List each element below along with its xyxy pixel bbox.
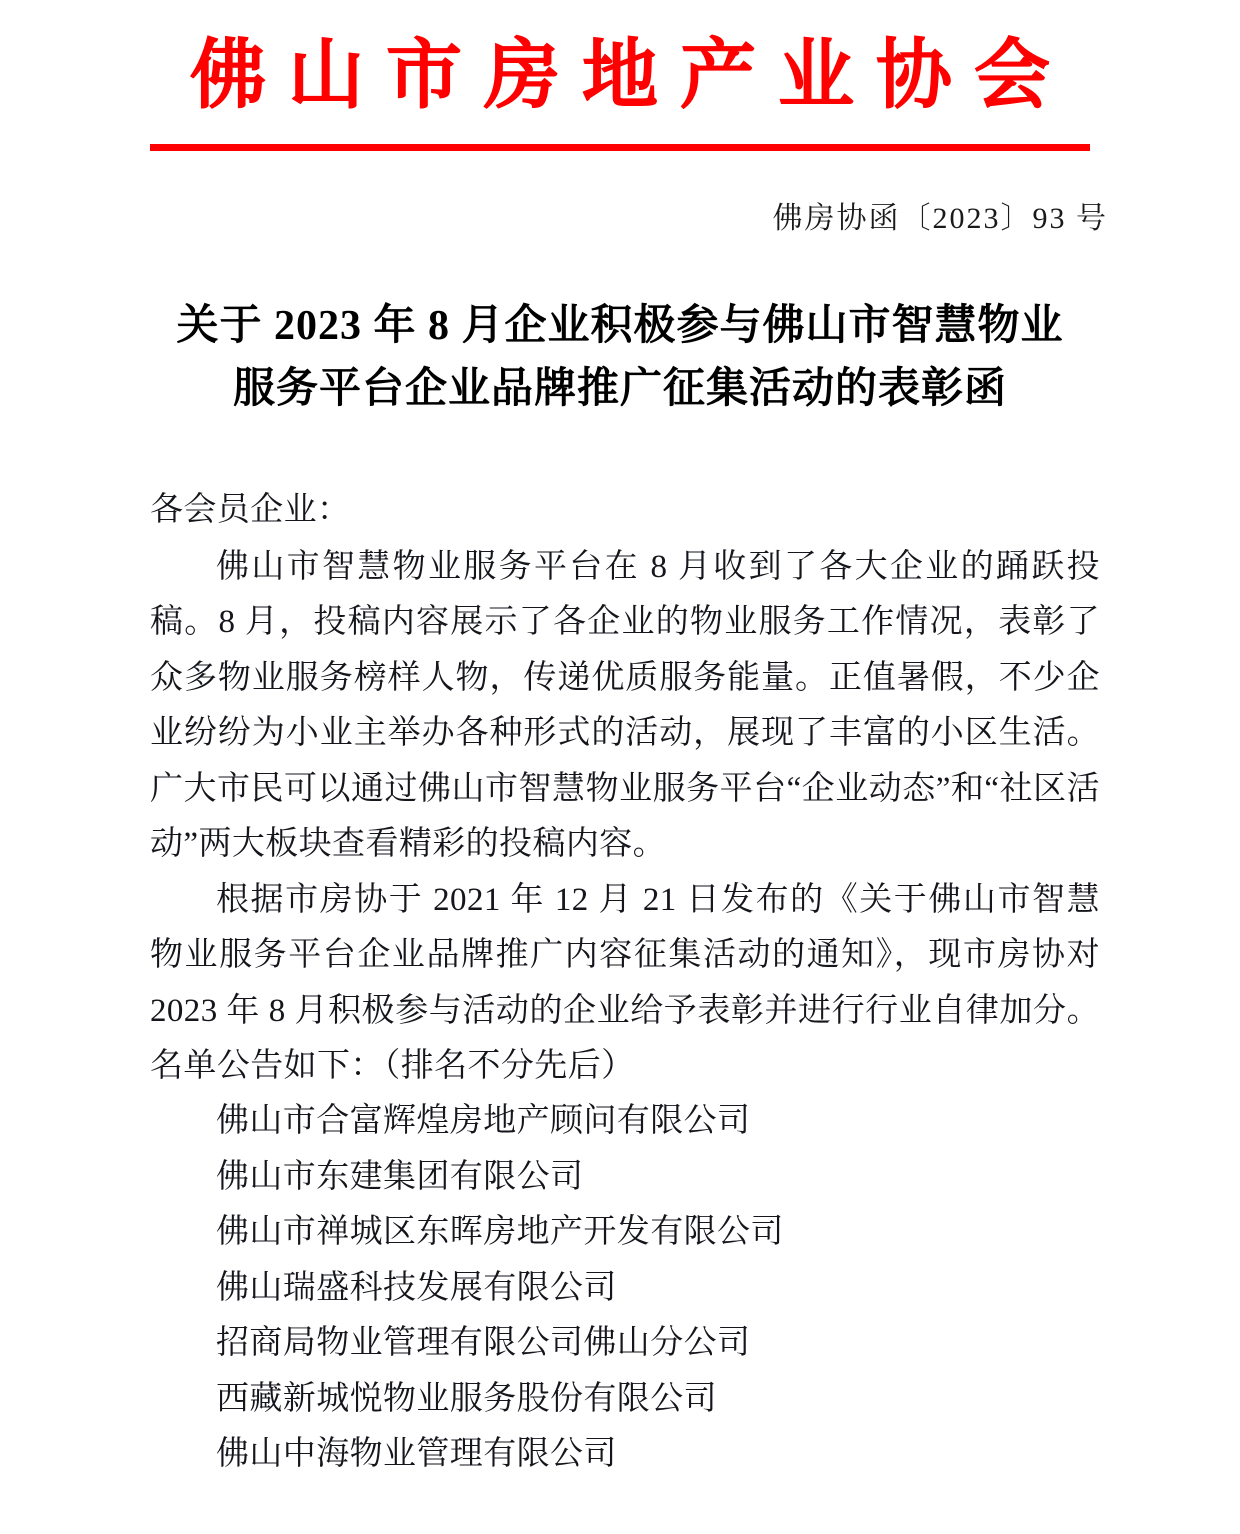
organization-name: 佛山市房地产业协会 — [190, 33, 1072, 118]
letterhead — [0, 0, 1240, 151]
list-item: 招商局物业管理有限公司佛山分公司 — [216, 1325, 751, 1362]
page-title-line-2: 服务平台企业品牌推广征集活动的表彰函 — [232, 365, 1007, 412]
document-number: 佛房协函〔2023〕93 号 — [772, 201, 1108, 235]
list-item: 西藏新城悦物业服务股份有限公司 — [216, 1380, 717, 1417]
document-number-row — [0, 193, 1240, 237]
list-item: 佛山市东建集团有限公司 — [216, 1158, 584, 1195]
letterhead-divider — [150, 144, 1090, 151]
body-paragraph-2: 根据市房协于 2021 年 12 月 21 日发布的《关于佛山市智慧物业服务平台企业品牌推广内容征集活动的通知》，现市房协对 2023 年 8 月积极参与活动的企业给予表彰并进行行业自律加分。名单公告如下：（排名不分先后） — [150, 881, 1100, 1084]
company-list — [150, 1094, 1100, 1482]
list-item: 佛山瑞盛科技发展有限公司 — [216, 1269, 617, 1306]
list-item: 佛山市禅城区东晖房地产开发有限公司 — [216, 1214, 784, 1251]
salutation: 各会员企业： — [150, 491, 351, 528]
page-title-line-1: 关于 2023 年 8 月企业积极参与佛山市智慧物业 — [176, 302, 1064, 349]
page-title — [0, 295, 1240, 421]
list-item: 佛山中海物业管理有限公司 — [216, 1436, 617, 1473]
list-item: 佛山市合富辉煌房地产顾问有限公司 — [216, 1103, 751, 1140]
body-paragraph-1: 佛山市智慧物业服务平台在 8 月收到了各大企业的踊跃投稿。8 月，投稿内容展示了各企业的物业服务工作情况，表彰了众多物业服务榜样人物，传递优质服务能量。正值暑假，不少企业纷纷为小业主举办各种形式的活动，展现了丰富的小区生活。广大市民可以通过佛山市智慧物业服务平台“企业动态”和“社区活动”两大板块查看精彩的投稿内容。 — [150, 549, 1100, 863]
document-body — [0, 483, 1240, 1483]
